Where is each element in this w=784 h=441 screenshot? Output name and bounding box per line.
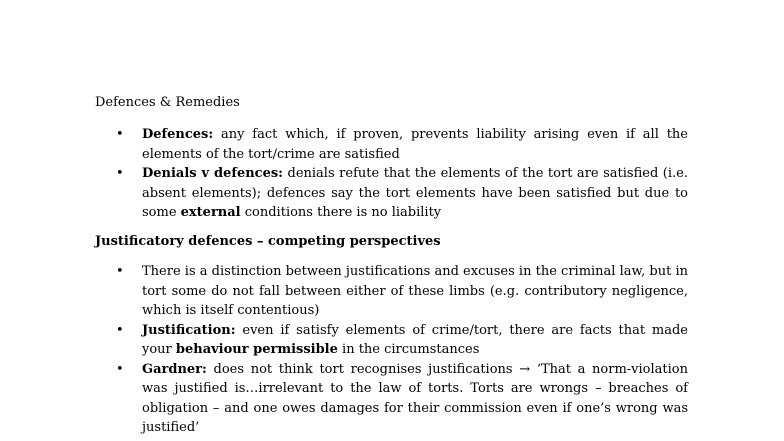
- section-heading-defences-remedies: Defences & Remedies: [95, 95, 240, 110]
- bullet-icon: •: [116, 322, 124, 338]
- list-item: [0, 360, 688, 438]
- emphasis-text: external: [180, 205, 241, 220]
- bullet-icon: •: [116, 264, 124, 279]
- bullet-icon: •: [116, 166, 124, 181]
- list-item: [0, 125, 688, 164]
- item-text: conditions there is no liability: [240, 205, 442, 220]
- item-text: in the circumstances: [337, 342, 480, 357]
- item-text: any fact which, if proven, prevents liability arising even if all the elements of the tort/crime are satisfied: [142, 127, 688, 162]
- term-label: Justification:: [142, 322, 236, 338]
- item-text: even if satisfy elements of crime/tort, there are facts that made your: [142, 322, 688, 357]
- term-label: Gardner:: [142, 361, 207, 377]
- defences-list: [0, 125, 688, 223]
- section-heading-justificatory-defences: Justificatory defences – competing perspectives: [95, 234, 441, 249]
- justificatory-list: [0, 262, 688, 438]
- list-item: [0, 262, 688, 321]
- item-text: does not think tort recognises justifications → ‘That a norm-violation was justified is…irrelevant to the law of torts. Torts are wrongs – breaches of obligation – and one owes damages for their commission even if one’s wrong was justified’: [142, 361, 688, 435]
- emphasis-text: behaviour permissible: [175, 342, 338, 357]
- list-item: [0, 164, 688, 223]
- bullet-icon: •: [116, 127, 124, 142]
- bullet-icon: •: [116, 361, 124, 377]
- list-item: [0, 321, 688, 360]
- item-text: There is a distinction between justifications and excuses in the criminal law, but in tort some do not fall between either of these limbs (e.g. contributory negligence, which is itself contentious): [142, 264, 688, 318]
- term-label: Denials v defences:: [142, 166, 283, 181]
- item-text: denials refute that the elements of the tort are satisfied (i.e. absent elements); defences say the tort elements have been satisfied but due to some: [142, 166, 688, 220]
- term-label: Defences:: [142, 127, 214, 142]
